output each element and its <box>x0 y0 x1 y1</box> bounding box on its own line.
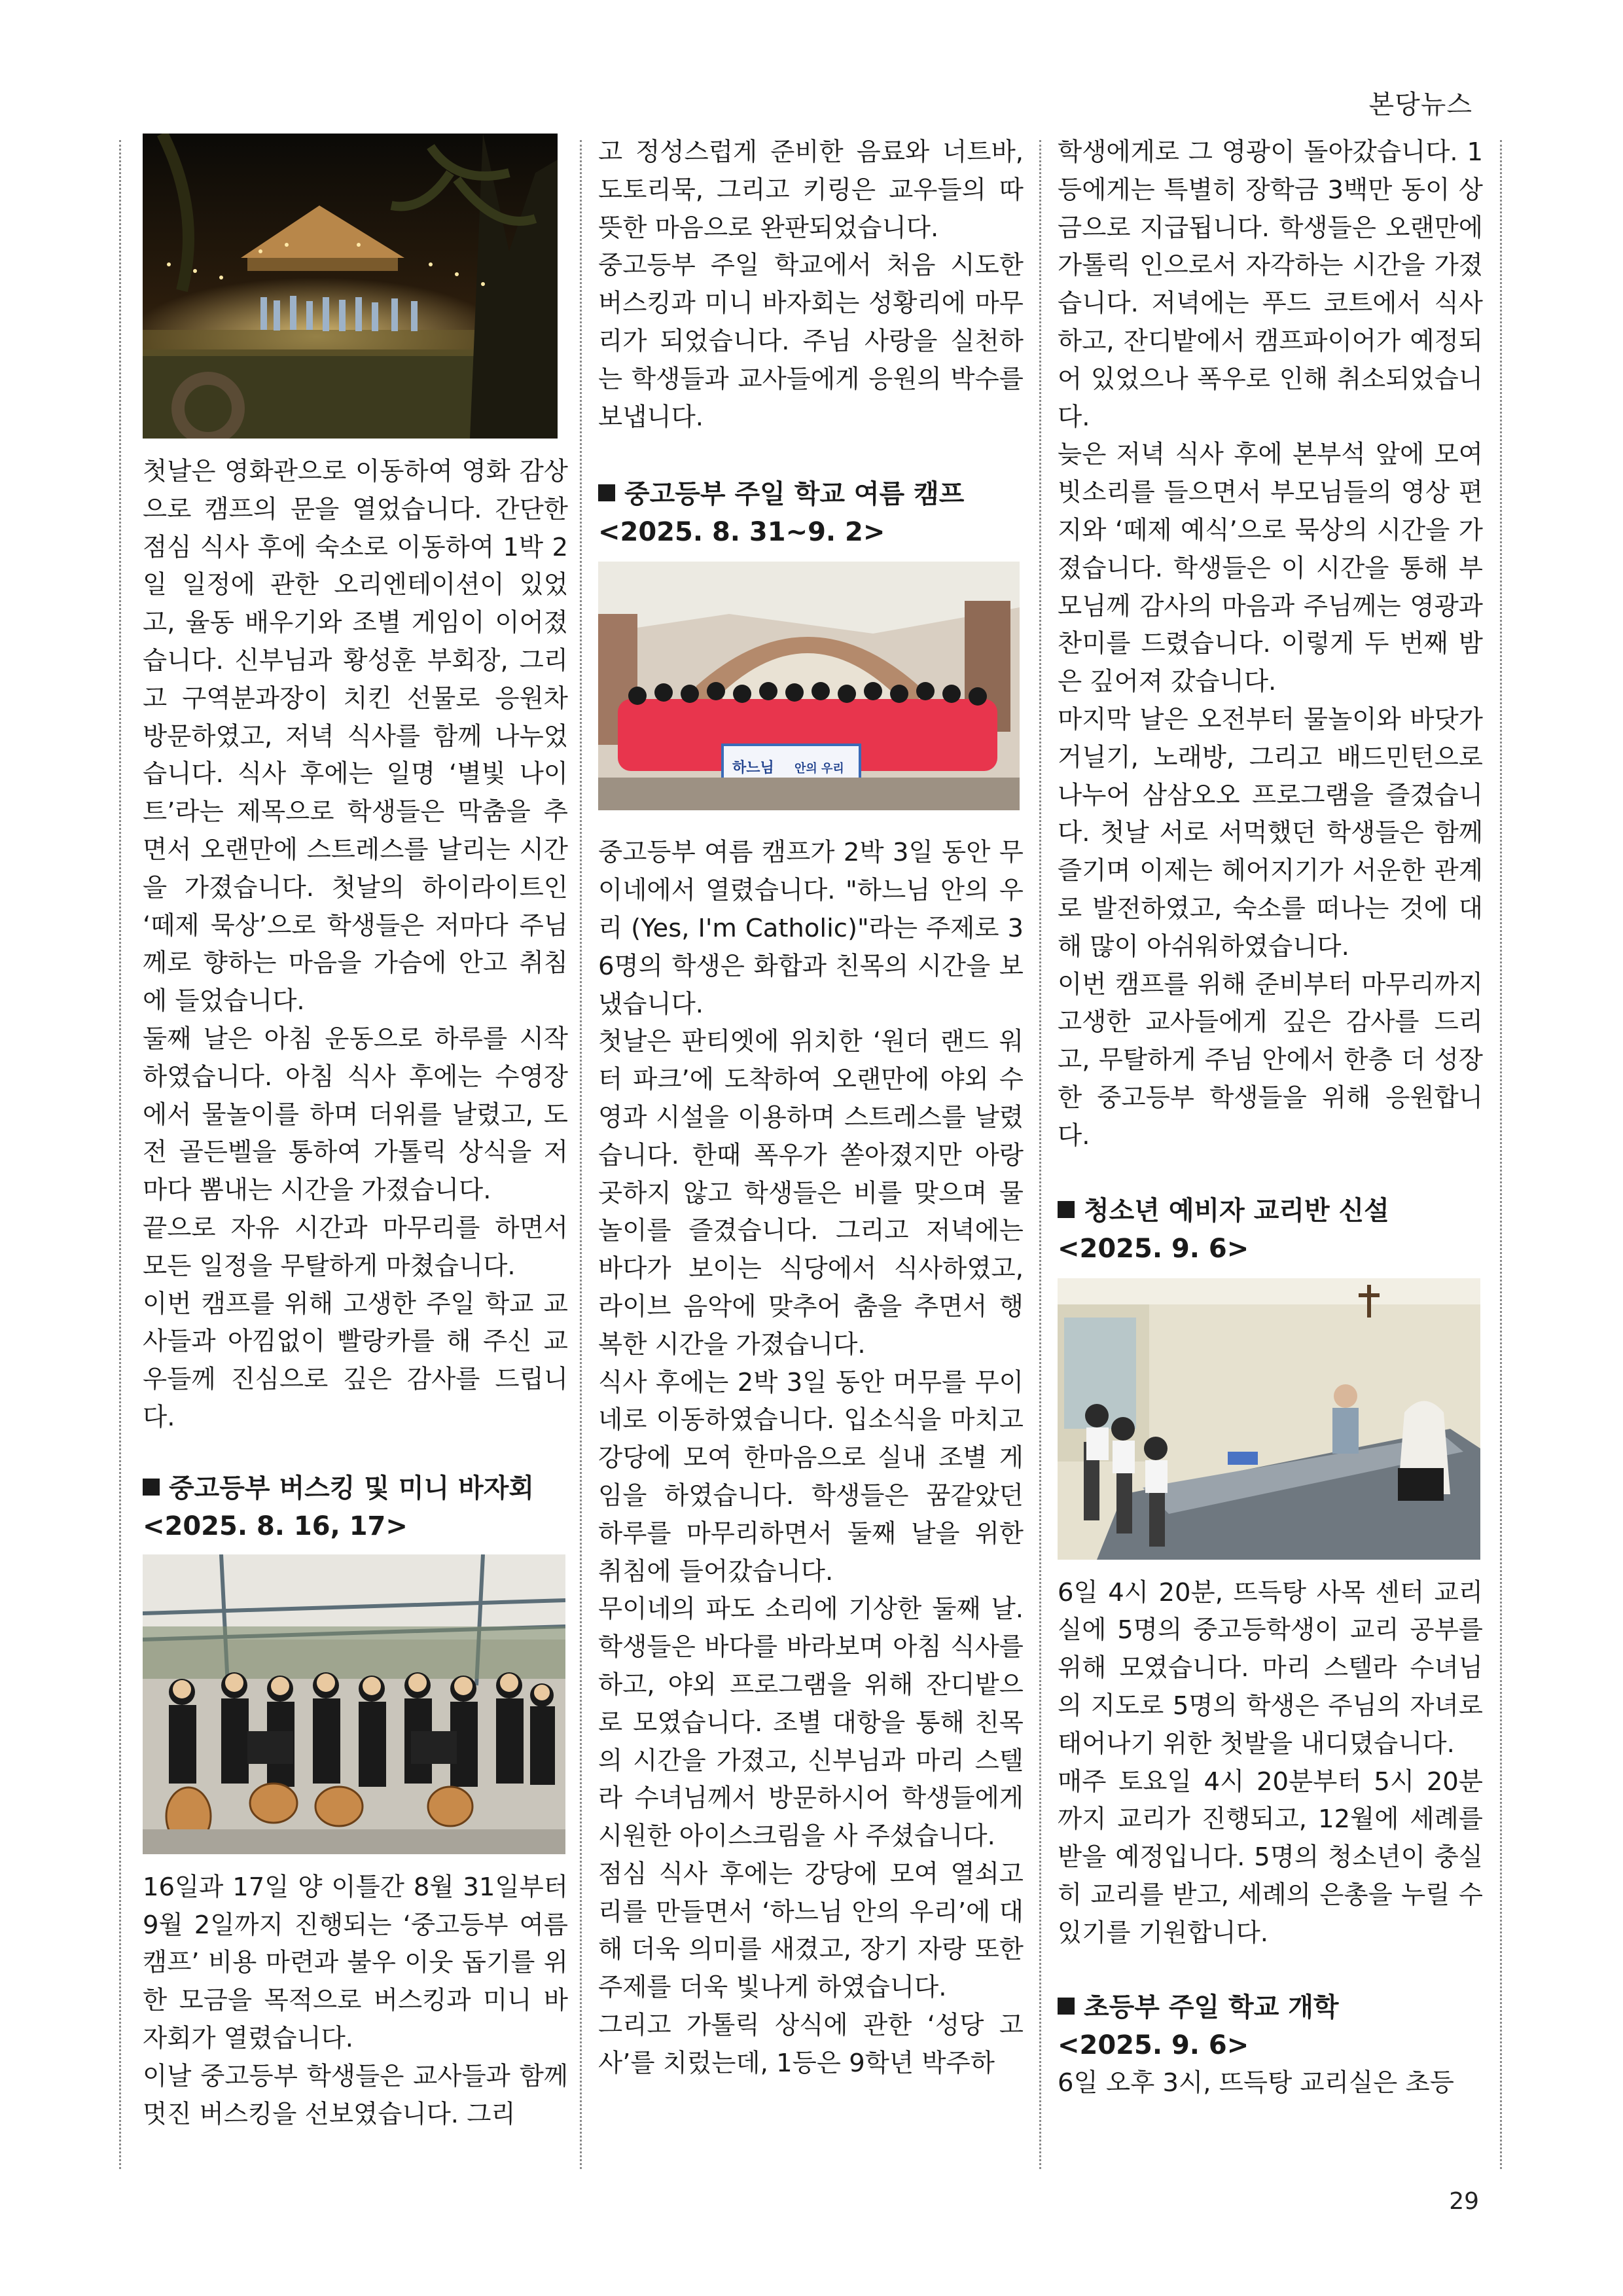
article-paragraph: 6일 오후 3시, 뜨득탕 교리실은 초등 <box>1058 2068 1454 2098</box>
article-paragraph: 끝으로 자유 시간과 마무리를 하면서 모든 일정을 무탈하게 마쳤습니다. <box>143 1213 568 1281</box>
column-divider <box>119 140 121 2169</box>
article-paragraph: 무이네의 파도 소리에 기상한 둘째 날. 학생들은 바다를 바라보며 아침 식사를 하고, 야외 프로그램을 위해 잔디밭으로 모였습니다. 조별 대항을 통해 친목의 시간을 가졌고, 신부님과 마리 스텔라 수녀님께서 방문하시어 학생들에게 시원한 아이스크림을 사 주셨습니다. <box>598 1594 1024 1852</box>
banner-text: 안의 우리 <box>794 762 844 776</box>
section-date: <2025. 8. 31~9. 2> <box>598 517 885 548</box>
column-divider <box>1500 140 1502 2169</box>
section-title: 청소년 예비자 교리반 신설 <box>1058 1192 1483 1230</box>
article-paragraph: 그리고 가톨릭 상식에 관한 ‘성당 고사’를 치렀는데, 1등은 9학년 박주하 <box>598 2011 1024 2078</box>
section-label: 본당뉴스 <box>1368 90 1472 120</box>
article-paragraph: 이번 캠프를 위해 준비부터 마무리까지 고생한 교사들에게 깊은 감사를 드리고, 무탈하게 주님 안에서 한층 더 성장한 중고등부 학생들을 위해 응원합니다. <box>1058 969 1483 1151</box>
article-paragraph: 마지막 날은 오전부터 물놀이와 바닷가 거닐기, 노래방, 그리고 배드민턴으로 나누어 삼삼오오 프로그램을 즐겼습니다. 첫날 서로 서먹했던 학생들은 함께 즐기며 이제는 헤어지기가 서운한 관계로 발전하였고, 숙소를 떠나는 것에 대해 많이 아쉬워하였습니다. <box>1058 704 1483 961</box>
section-title: 초등부 주일 학교 개학 <box>1058 1988 1483 2026</box>
article-paragraph: 매주 토요일 4시 20분부터 5시 20분까지 교리가 진행되고, 12월에 세례를 받을 예정입니다. 5명의 청소년이 충실히 교리를 받고, 세례의 은총을 누릴 수 있기를 기원합니다. <box>1058 1767 1483 1948</box>
section-date: <2025. 9. 6> <box>1058 2030 1249 2061</box>
section-date: <2025. 8. 16, 17> <box>143 1511 408 1541</box>
catechism-class-photo <box>1058 1278 1480 1560</box>
article-paragraph: 중고등부 여름 캠프가 2박 3일 동안 무이네에서 열렸습니다. "하느님 안의 우리 (Yes, I'm Catholic)"라는 주제로 36명의 학생은 화합과 친목의 시간을 보냈습니다. <box>598 838 1024 1019</box>
article-paragraph: 6일 4시 20분, 뜨득탕 사목 센터 교리실에 5명의 중고등학생이 교리 공부를 위해 모였습니다. 마리 스텔라 수녀님의 지도로 5명의 학생은 주님의 자녀로 태어나기 위한 첫발을 내디뎠습니다. <box>1058 1577 1483 1759</box>
article-paragraph: 이날 중고등부 학생들은 교사들과 함께 멋진 버스킹을 선보였습니다. 그리 <box>143 2061 568 2129</box>
article-paragraph: 고 정성스럽게 준비한 음료와 너트바, 도토리묵, 그리고 키링은 교우들의 따뜻한 마음으로 완판되었습니다. <box>598 137 1024 243</box>
article-column-2 <box>598 134 1024 2083</box>
article-paragraph: 학생에게로 그 영광이 돌아갔습니다. 1등에게는 특별히 장학금 3백만 동이 상금으로 지급됩니다. 학생들은 오랜만에 가톨릭 인으로서 자각하는 시간을 가졌습니다. 저녁에는 푸드 코트에서 식사하고, 잔디밭에서 캠프파이어가 예정되어 있었으나 폭우로 인해 취소되었습니다. <box>1058 137 1483 432</box>
square-bullet-icon <box>1058 1998 1075 2015</box>
busking-group-photo <box>143 1554 565 1854</box>
article-paragraph: 16일과 17일 양 이틀간 8월 31일부터 9월 2일까지 진행되는 ‘중고등부 여름 캠프’ 비용 마련과 불우 이웃 돕기를 위한 모금을 목적으로 버스킹과 미니 바자회가 열렸습니다. <box>143 1872 568 2053</box>
article-paragraph: 이번 캠프를 위해 고생한 주일 학교 교사들과 아낌없이 빨랑카를 해 주신 교우들께 진심으로 깊은 감사를 드립니다. <box>143 1289 568 1432</box>
article-paragraph: 첫날은 영화관으로 이동하여 영화 감상으로 캠프의 문을 열었습니다. 간단한 점심 식사 후에 숙소로 이동하여 1박 2일 일정에 관한 오리엔테이션이 있었고, 율동 배우기와 조별 게임이 이어졌습니다. 신부님과 황성훈 부회장, 그리고 구역분과장이 치킨 선물로 응원차 방문하였고, 저녁 식사를 함께 나누었습니다. 식사 후에는 일명 ‘별빛 나이트’라는 제목으로 학생들은 막춤을 추면서 오랜만에 스트레스를 날리는 시간을 가졌습니다. 첫날의 하이라이트인 ‘떼제 묵상’으로 학생들은 저마다 주님께로 향하는 마음을 가슴에 안고 취침에 들었습니다. <box>143 457 568 1016</box>
banner-text: 하느님 <box>732 760 774 777</box>
square-bullet-icon <box>1058 1201 1075 1218</box>
article-paragraph: 점심 식사 후에는 강당에 모여 열쇠고리를 만들면서 ‘하느님 안의 우리’에 대해 더욱 의미를 새겼고, 장기 자랑 또한 주제를 더욱 빛나게 하였습니다. <box>598 1859 1024 2003</box>
article-paragraph: 둘째 날은 아침 운동으로 하루를 시작하였습니다. 아침 식사 후에는 수영장에서 물놀이를 하며 더위를 날렸고, 도전 골든벨을 통하여 가톨릭 상식을 저마다 뽐내는 시간을 가졌습니다. <box>143 1024 568 1206</box>
section-date: <2025. 9. 6> <box>1058 1233 1249 1264</box>
article-paragraph: 늦은 저녁 식사 후에 본부석 앞에 모여 빗소리를 들으면서 부모님들의 영상 편지와 ‘떼제 예식’으로 묵상의 시간을 가졌습니다. 학생들은 이 시간을 통해 부모님께 감사의 마음과 주님께는 영광과 찬미를 드렸습니다. 이렇게 두 번째 밤은 깊어져 갔습니다. <box>1058 440 1483 697</box>
section-title: 중고등부 주일 학교 여름 캠프 <box>598 475 1024 513</box>
article-paragraph: 첫날은 판티엣에 위치한 ‘원더 랜드 워터 파크’에 도착하여 오랜만에 야외 수영과 시설을 이용하며 스트레스를 날렸습니다. 한때 폭우가 쏟아졌지만 아랑곳하지 않고 학생들은 비를 맞으며 물놀이를 즐겼습니다. 그리고 저녁에는 바다가 보이는 식당에서 식사하였고, 라이브 음악에 맞추어 춤을 추면서 행복한 시간을 가졌습니다. <box>598 1027 1024 1359</box>
night-camp-photo <box>143 134 558 439</box>
article-column-1 <box>143 134 568 2133</box>
square-bullet-icon <box>598 484 615 501</box>
column-divider <box>580 140 582 2169</box>
article-paragraph: 중고등부 주일 학교에서 처음 시도한 버스킹과 미니 바자회는 성황리에 마무리가 되었습니다. 주님 사랑을 실천하는 학생들과 교사들에게 응원의 박수를 보냅니다. <box>598 251 1024 432</box>
article-paragraph: 식사 후에는 2박 3일 동안 머무를 무이네로 이동하였습니다. 입소식을 마치고 강당에 모여 한마음으로 실내 조별 게임을 하였습니다. 학생들은 꿈같았던 하루를 마무리하면서 둘째 날을 위한 취침에 들어갔습니다. <box>598 1367 1024 1587</box>
article-column-3 <box>1058 134 1483 2102</box>
summer-camp-group-photo <box>598 562 1020 810</box>
section-title: 중고등부 버스킹 및 미니 바자회 <box>143 1469 568 1507</box>
page-number: 29 <box>1449 2188 1479 2215</box>
column-divider <box>1039 140 1041 2169</box>
square-bullet-icon <box>143 1479 160 1496</box>
